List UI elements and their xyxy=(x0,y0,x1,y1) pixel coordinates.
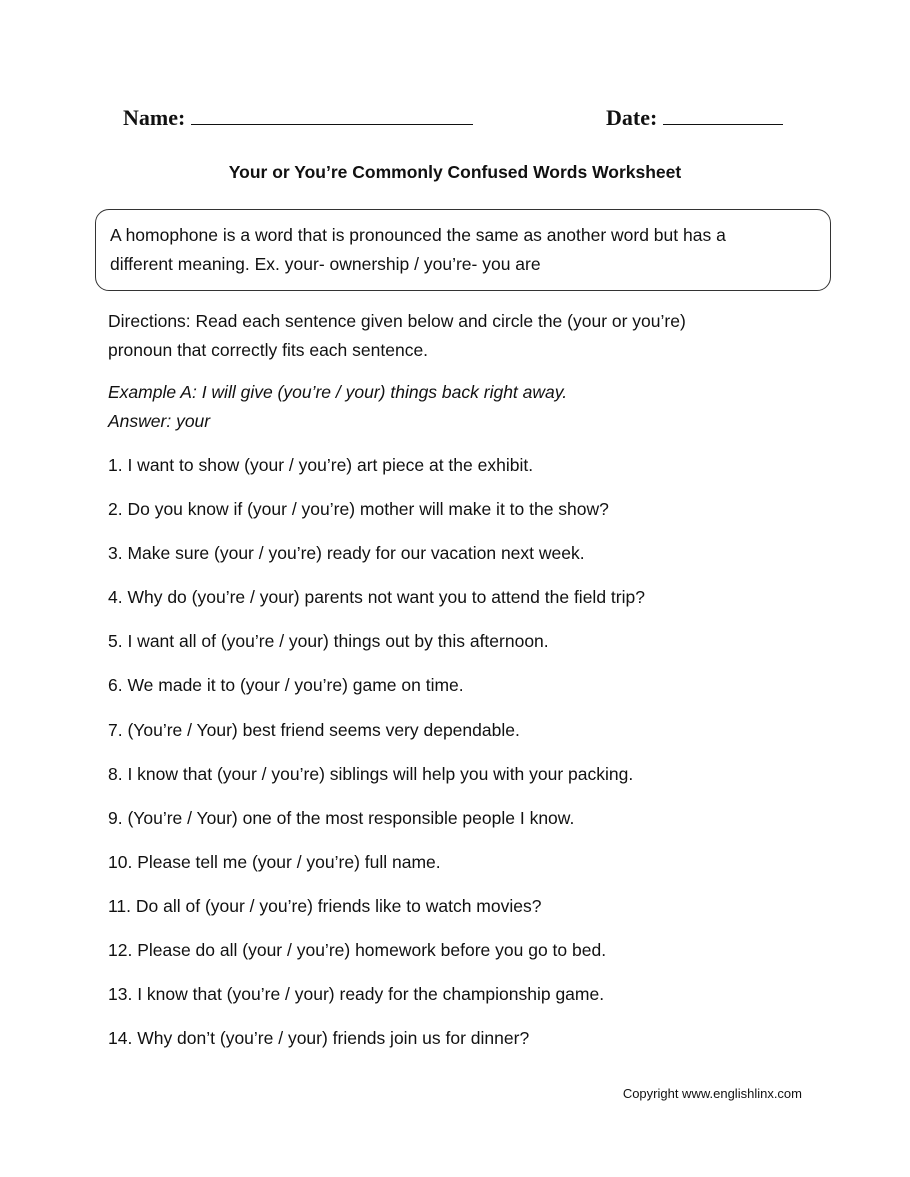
example-block xyxy=(108,378,808,436)
question-item: 9. (You’re / Your) one of the most responsible people I know. xyxy=(108,807,575,828)
question-item: 4. Why do (you’re / your) parents not want you to attend the field trip? xyxy=(108,587,645,608)
date-label: Date: xyxy=(606,105,658,130)
question-item: 8. I know that (your / you’re) siblings will help you with your packing. xyxy=(108,763,634,784)
question-item: 10. Please tell me (your / you’re) full name. xyxy=(108,851,441,872)
name-blank-line[interactable] xyxy=(191,104,473,125)
name-field xyxy=(123,104,473,132)
question-item: 6. We made it to (your / you’re) game on time. xyxy=(108,675,464,696)
definition-line-2: different meaning. Ex. your- ownership / you’re- you are xyxy=(110,254,541,274)
directions-line-2: pronoun that correctly fits each sentence. xyxy=(108,340,429,360)
name-label: Name: xyxy=(123,105,186,130)
question-item: 11. Do all of (your / you’re) friends like to watch movies? xyxy=(108,895,542,916)
date-field xyxy=(606,104,783,132)
definition-line-1: A homophone is a word that is pronounced the same as another word but has a xyxy=(110,225,726,245)
question-item: 7. (You’re / Your) best friend seems very dependable. xyxy=(108,719,520,740)
homophone-definition-box xyxy=(95,209,831,291)
date-blank-line[interactable] xyxy=(663,104,783,125)
question-item: 13. I know that (you’re / your) ready for the championship game. xyxy=(108,984,605,1005)
copyright-footer: Copyright www.englishlinx.com xyxy=(622,1086,802,1101)
question-item: 3. Make sure (your / you’re) ready for our vacation next week. xyxy=(108,543,585,564)
question-item: 14. Why don’t (you’re / your) friends join us for dinner? xyxy=(108,1028,530,1049)
example-answer: Answer: your xyxy=(108,411,211,431)
worksheet-title: Your or You’re Commonly Confused Words Worksheet xyxy=(228,162,682,182)
directions-line-1: Directions: Read each sentence given below and circle the (your or you’re) xyxy=(108,311,686,331)
question-item: 2. Do you know if (your / you’re) mother will make it to the show? xyxy=(108,499,609,520)
question-list xyxy=(108,451,828,1068)
question-item: 5. I want all of (you’re / your) things out by this afternoon. xyxy=(108,631,549,652)
question-item: 1. I want to show (your / you’re) art piece at the exhibit. xyxy=(108,455,534,475)
question-item: 12. Please do all (your / you’re) homework before you go to bed. xyxy=(108,940,607,961)
directions xyxy=(108,307,808,365)
header-row xyxy=(123,104,793,140)
example-sentence: Example A: I will give (you’re / your) things back right away. xyxy=(108,382,568,402)
